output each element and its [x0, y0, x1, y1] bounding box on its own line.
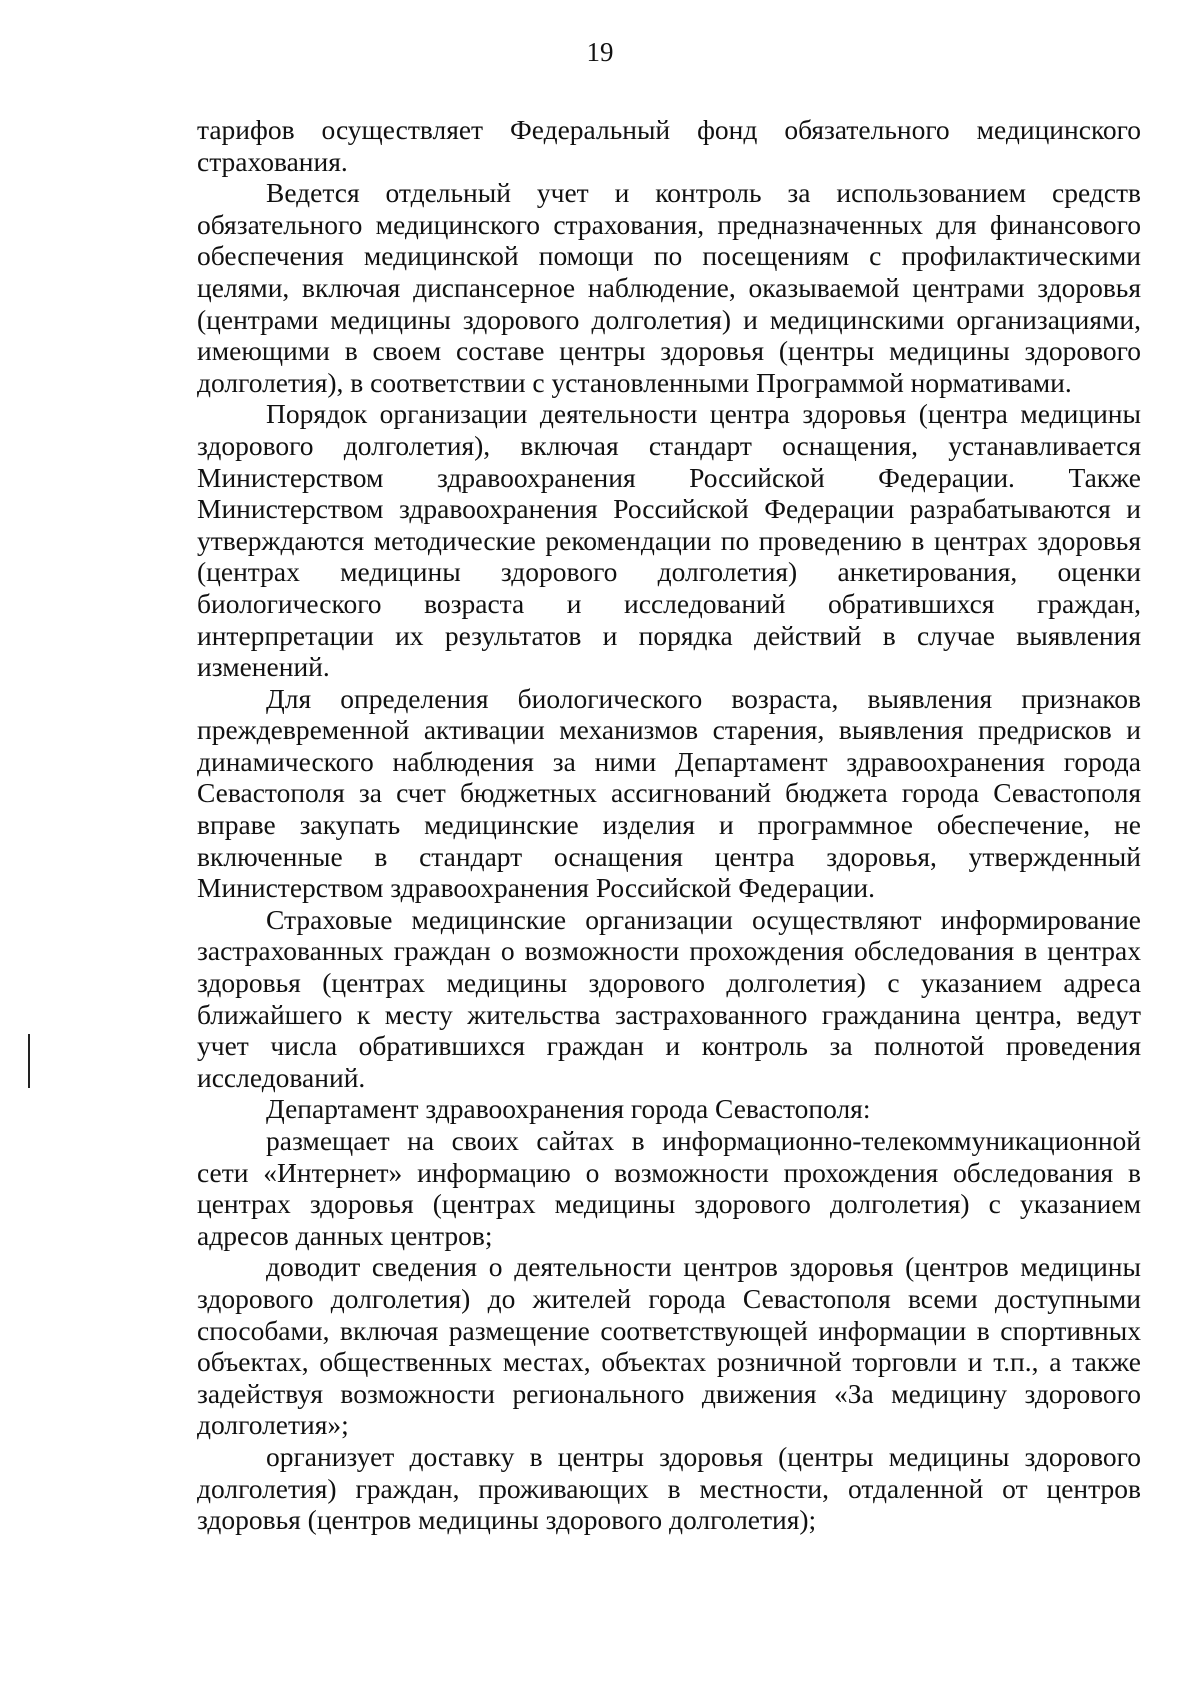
list-item: доводит сведения о деятельности центров здоровья (центров медицины здорового долголетия) до жителей города Севастополя всеми доступными способами, включая размещение соответствующей информации в спортивных объектах, общественных местах, объектах розничной торговли и т.п., а также задействуя возможности регионального движения «За медицину здорового долголетия»; [197, 1251, 1141, 1441]
paragraph: Порядок организации деятельности центра здоровья (центра медицины здорового долголетия), включая стандарт оснащения, устанавливается Министерством здравоохранения Российской Федерации. Также Министерством здравоохранения Российской Федерации разрабатываются и утверждаются методические рекомендации по проведению в центрах здоровья (центрах медицины здорового долголетия) анкетирования, оценки биологического возраста и исследований обратившихся граждан, интерпретации их результатов и порядка действий в случае выявления изменений. [197, 398, 1141, 683]
page-body [197, 114, 1141, 1536]
paragraph: Страховые медицинские организации осуществляют информирование застрахованных граждан о возможности прохождения обследования в центрах здоровья (центрах медицины здорового долголетия) с указанием адреса ближайшего к месту жительства застрахованного гражданина центра, ведут учет числа обратившихся граждан и контроль за полнотой проведения исследований. [197, 903, 1141, 1093]
paragraph: Департамент здравоохранения города Севастополя: [266, 1093, 871, 1125]
page-number: 19 [586, 37, 614, 67]
paragraph: тарифов осуществляет Федеральный фонд обязательного медицинского страхования. [197, 114, 1141, 177]
paragraph: Ведется отдельный учет и контроль за использованием средств обязательного медицинского страхования, предназначенных для финансового обеспечения медицинской помощи по посещениям с профилактическими целями, включая диспансерное наблюдение, оказываемой центрами здоровья (центрами медицины здорового долголетия) и медицинскими организациями, имеющими в своем составе центры здоровья (центры медицины здорового долголетия), в соответствии с установленными Программой нормативами. [197, 177, 1141, 398]
list-item: организует доставку в центры здоровья (центры медицины здорового долголетия) граждан, проживающих в местности, отдаленной от центров здоровья (центров медицины здорового долголетия); [197, 1440, 1141, 1536]
list-item: размещает на своих сайтах в информационно-телекоммуникационной сети «Интернет» информацию о возможности прохождения обследования в центрах здоровья (центрах медицины здорового долголетия) с указанием адресов данных центров; [197, 1125, 1141, 1251]
margin-mark [28, 1034, 30, 1088]
paragraph: Для определения биологического возраста, выявления признаков преждевременной активации механизмов старения, выявления предрисков и динамического наблюдения за ними Департамент здравоохранения города Севастополя за счет бюджетных ассигнований бюджета города Севастополя вправе закупать медицинские изделия и программное обеспечение, не включенные в стандарт оснащения центра здоровья, утвержденный Министерством здравоохранения Российской Федерации. [197, 682, 1141, 904]
